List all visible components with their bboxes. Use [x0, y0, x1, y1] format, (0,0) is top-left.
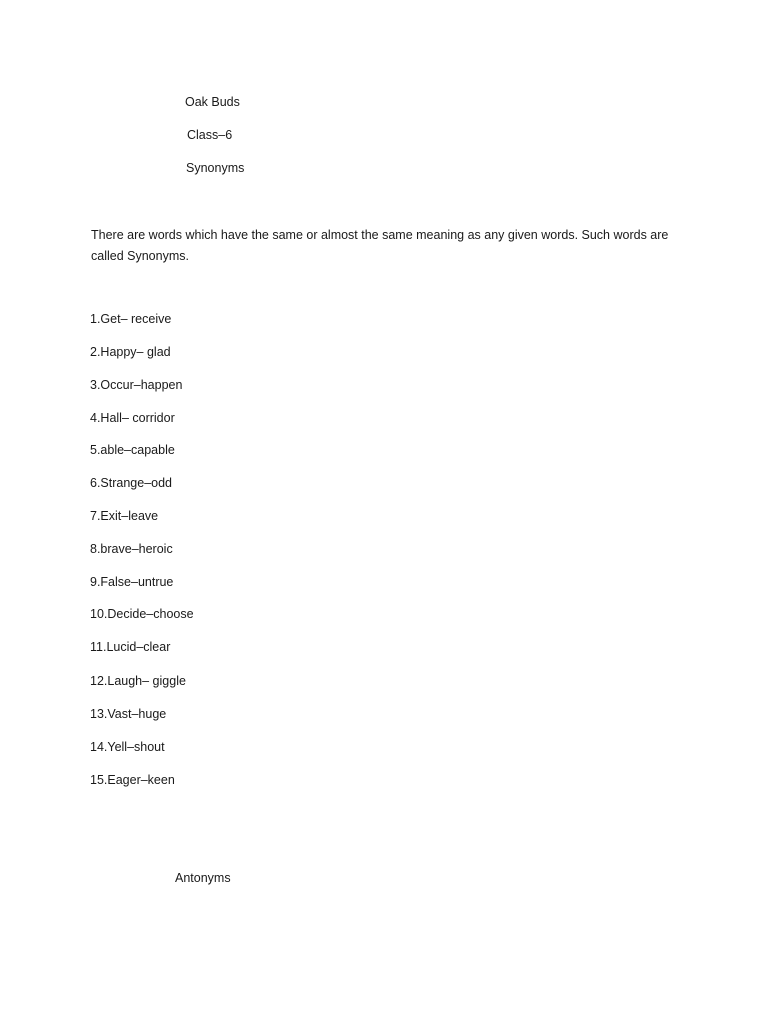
list-item: 4.Hall– corridor: [90, 411, 175, 425]
list-item: 15.Eager–keen: [90, 773, 175, 787]
list-item: 12.Laugh– giggle: [90, 674, 186, 688]
list-item: 11.Lucid–clear: [90, 640, 171, 654]
list-item: 3.Occur–happen: [90, 378, 183, 392]
list-item: 2.Happy– glad: [90, 345, 171, 359]
school-name: Oak Buds: [185, 95, 240, 109]
intro-line-2: called Synonyms.: [91, 249, 189, 263]
intro-line-1: There are words which have the same or almost the same meaning as any given words. Such words are: [91, 228, 669, 242]
section-title-antonyms: Antonyms: [175, 871, 231, 885]
list-item: 6.Strange–odd: [90, 476, 173, 490]
list-item: 14.Yell–shout: [90, 740, 165, 754]
intro-paragraph: [91, 225, 691, 267]
list-item: 8.brave–heroic: [90, 542, 173, 556]
section-title-synonyms: Synonyms: [186, 161, 245, 175]
class-label: Class–6: [187, 128, 233, 142]
list-item: 5.able–capable: [90, 443, 175, 457]
list-item: 9.False–untrue: [90, 575, 174, 589]
list-item: 13.Vast–huge: [90, 707, 167, 721]
list-item: 1.Get– receive: [90, 312, 172, 326]
list-item: 7.Exit–leave: [90, 509, 159, 523]
list-item: 10.Decide–choose: [90, 607, 194, 621]
